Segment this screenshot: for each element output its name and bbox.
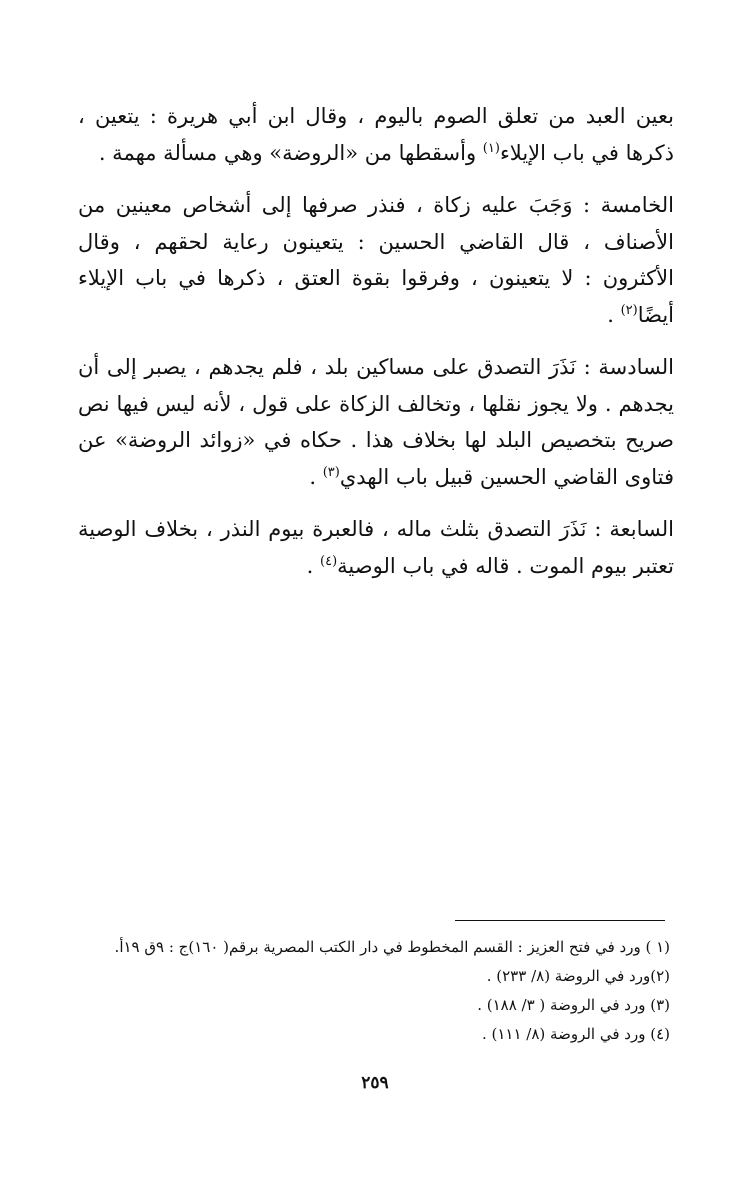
footnote: (١ ) ورد في فتح العزيز : القسم المخطوط في دار الكتب المصرية برقم( ١٦٠)ج : ٩ق ١٩أ. xyxy=(114,938,670,956)
paragraph-tail: . xyxy=(607,302,621,327)
paragraph xyxy=(78,187,674,333)
paragraph xyxy=(78,511,674,584)
page-number: ٢٥٩ xyxy=(361,1073,389,1093)
footnote-marker: (٢) xyxy=(620,302,638,318)
paragraph-tail: . xyxy=(306,553,321,578)
paragraph-text: السادسة : نَذَرَ التصدق على مساكين بلد ، فلم يجدهم ، يصبر إلى أن يجدهم . ولا يجوز نقلها ، وتخالف الزكاة على قول ، لأنه ليس فيها نص صريح بتخصيص البلد لها بخلاف هذا . حكاه في «زوائد الروضة» عن فتاوى القاضي الحسين قبيل باب الهدي xyxy=(78,355,674,489)
footnote: (٤) ورد في الروضة (٨/ ١١١) . xyxy=(481,1025,670,1043)
paragraph-text: الخامسة : وَجَبَ عليه زكاة ، فنذر صرفها إلى أشخاص معينين من الأصناف ، قال القاضي الحسين : يتعينون رعاية لحقهم ، وقال الأكثرون : لا يتعينون ، وفرقوا بقوة العتق ، ذكرها في باب الإيلاء أيضًا xyxy=(78,193,674,327)
paragraph-text: بعين العبد من تعلق الصوم باليوم ، وقال ابن أبي هريرة : يتعين ، ذكرها في باب الإيلاء xyxy=(78,104,674,165)
paragraph-tail: وأسقطها من «الروضة» وهي مسألة مهمة . xyxy=(98,140,483,165)
paragraph xyxy=(78,349,674,495)
footnotes xyxy=(100,933,670,1049)
paragraph-text: السابعة : نَذَرَ التصدق بثلث ماله ، فالعبرة بيوم النذر ، بخلاف الوصية تعتبر بيوم الموت . قاله في باب الوصية xyxy=(78,517,674,578)
main-text xyxy=(78,98,674,600)
footnote-marker: (١) xyxy=(482,140,500,156)
footnote-separator xyxy=(455,920,665,921)
footnote-marker: (٣) xyxy=(322,464,340,480)
footnote: (٣) ورد في الروضة ( ٣/ ١٨٨) . xyxy=(477,996,670,1014)
footnote-marker: (٤) xyxy=(320,553,338,569)
paragraph-tail: . xyxy=(309,464,323,489)
footnote: (٢)ورد في الروضة (٨/ ٢٣٣) . xyxy=(486,967,670,985)
paragraph xyxy=(78,98,674,171)
